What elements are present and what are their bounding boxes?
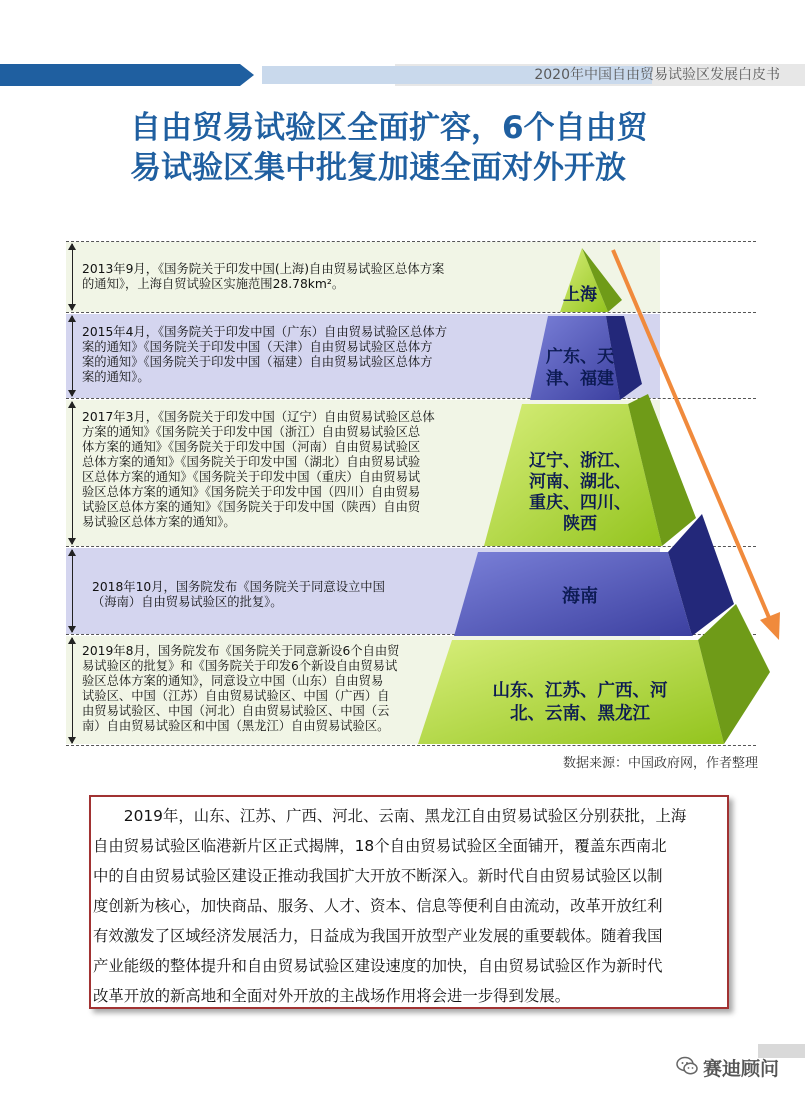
timeline-text-2015: 2015年4月，《国务院关于印发中国（广东）自由贸易试验区总体方 案的通知》《国务院关于印发中国（天津）自由贸易试验区总体方 案的通知》《国务院关于印发中国（福建）自由贸易试验区总体方 案的通知》。: [82, 325, 447, 384]
tier-label-5: 山东、江苏、广西、河 北、云南、黑龙江: [492, 681, 668, 724]
summary-text: 2019年，山东、江苏、广西、河北、云南、黑龙江自由贸易试验区分别获批，上海 自由贸易试验区临港新片区正式揭牌，18个自由贸易试验区全面铺开，覆盖东西南北 中的自由贸易试验区建设正推动我国扩大开放不断深入。新时代自由贸易试验区以制 度创新为核心，加快商品、服务、人才、资本、信息等便利自由流动，改革开放红利 有效激发了区域经济发展活力，日益成为我国开放型产业发展的重要载体。随着我国 产业能级的整体提升和自由贸易试验区建设速度的加快，自由贸易试验区作为新时代 改革开放的新高地和全面对外开放的主战场作用将会进一步得到发展。: [93, 807, 687, 1005]
timeline-text-2019: 2019年8月，国务院发布《国务院关于同意新设6个自由贸 易试验区的批复》和《国务院关于印发6个新设自由贸易试 验区总体方案的通知》，同意设立中国（山东）自由贸易 试验区、中国（江苏）自由贸易试验区、中国（广西）自 由贸易试验区、中国（河北）自由贸易试验区、中国（云 南）自由贸易试验区和中国（黑龙江）自由贸易试验区。: [82, 644, 400, 733]
tier-label-2: 广东、天 津、福建: [546, 347, 614, 389]
timeline-text-2017: 2017年3月，《国务院关于印发中国（辽宁）自由贸易试验区总体 方案的通知》《国务院关于印发中国（浙江）自由贸易试验区总 体方案的通知》《国务院关于印发中国（河南）自由贸易试验区 总体方案的通知》《国务院关于印发中国（湖北）自由贸易试验 区总体方案的通知》《国务院关于印发中国（重庆）自由贸易试 验区总体方案的通知》《国务院关于印发中国（四川）自由贸易 试验区总体方案的通知》《国务院关于印发中国（陕西）自由贸 易试验区总体方案的通知》。: [82, 410, 435, 529]
brand-watermark: [676, 1054, 796, 1080]
source-note: 数据来源：中国政府网，作者整理: [562, 756, 758, 771]
wechat-icon: [676, 1056, 698, 1076]
page-title-line-1: 自由贸易试验区全面扩容，6个自由贸: [130, 110, 648, 146]
brand-name: 赛迪顾问: [703, 1058, 780, 1080]
timeline-text-2018: 2018年10月，国务院发布《国务院关于同意设立中国 （海南）自由贸易试验区的批复》。: [92, 580, 385, 609]
tier-label-3: 辽宁、浙江、 河南、湖北、 重庆、四川、 陕西: [529, 451, 631, 534]
tier-label-4: 海南: [562, 586, 598, 607]
header-title: 2020年中国自由贸易试验区发展白皮书: [534, 67, 780, 83]
tier-label-1: 上海: [563, 285, 597, 305]
page-title-line-2: 易试验区集中批复加速全面对外开放: [130, 150, 626, 186]
timeline-text-2013: 2013年9月，《国务院关于印发中国(上海)自由贸易试验区总体方案 的通知》，上海自贸试验区实施范围28.78km²。: [82, 262, 445, 291]
